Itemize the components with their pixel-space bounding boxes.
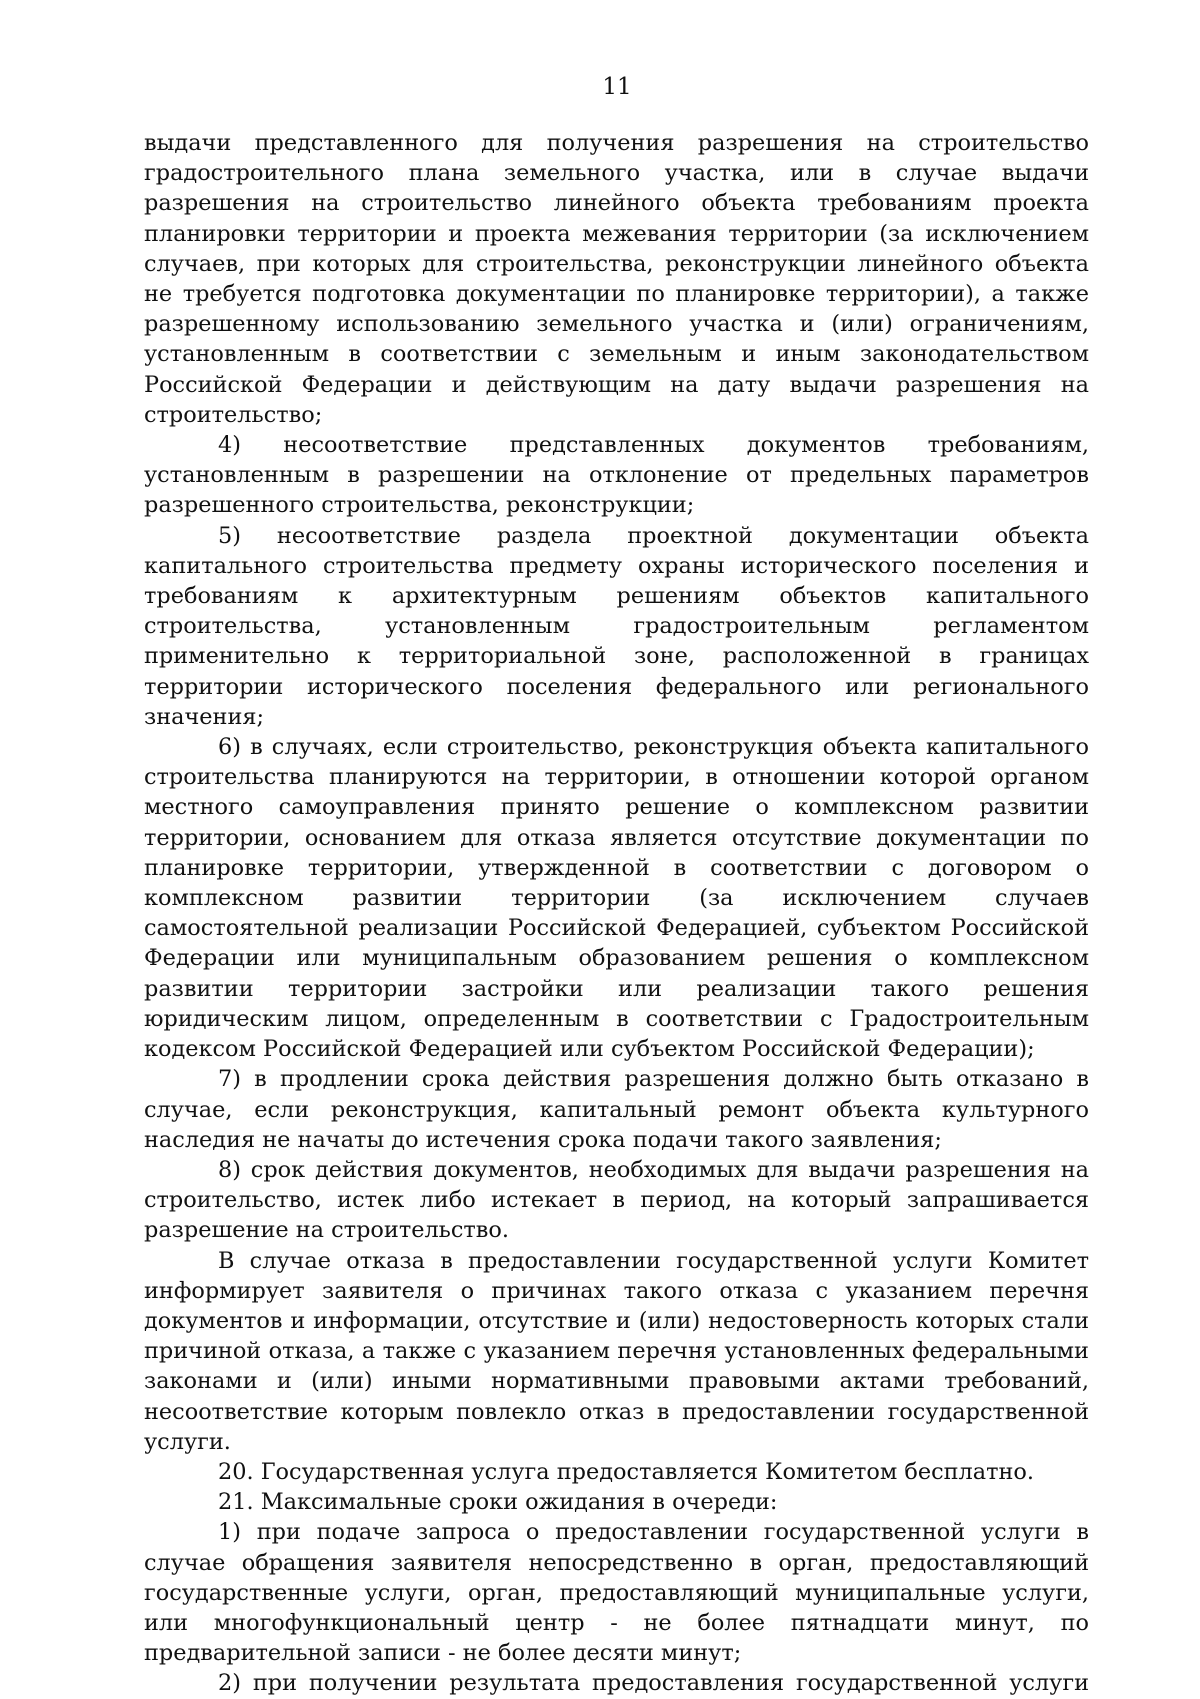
paragraph-section-20: 20. Государственная услуга предоставляется Комитетом бесплатно.	[218, 1458, 1035, 1485]
paragraph-section-21-item-2: 2) при получении результата предоставления государственной услуги	[218, 1670, 1089, 1697]
page-number: 11	[602, 74, 632, 100]
paragraph-item-6: 6) в случаях, если строительство, реконструкция объекта капитального строительства планируются на территории, в отношении которой органом местного самоуправления принято решение о комплексном развитии территории, основанием для отказа является отсутствие документации по планировке территории, утвержденной в соответствии с договором о комплексном развитии территории (за исключением случаев самостоятельной реализации Российской Федерацией, субъектом Российской Федерации или муниципальным образованием решения о комплексном развитии территории застройки или реализации такого решения юридическим лицом, определенным в соответствии с Градостроительным кодексом Российской Федерацией или субъектом Российской Федерации);	[144, 734, 1089, 1063]
paragraph-item-5: 5) несоответствие раздела проектной документации объекта капитального строительства предмету охраны исторического поселения и требованиям к архитектурным решениям объектов капитального строительства, установленным градостроительным регламентом применительно к территориальной зоне, расположенной в границах территории исторического поселения федерального или регионального значения;	[144, 522, 1089, 730]
document-body	[144, 128, 1089, 1699]
paragraph-item-7: 7) в продлении срока действия разрешения должно быть отказано в случае, если реконструкция, капитальный ремонт объекта культурного наследия не начаты до истечения срока подачи такого заявления;	[144, 1066, 1089, 1153]
paragraph-refusal-info: В случае отказа в предоставлении государственной услуги Комитет информирует заявителя о причинах такого отказа с указанием перечня документов и информации, отсутствие и (или) недостоверность которых стали причиной отказа, а также с указанием перечня установленных федеральными законами и (или) иными нормативными правовыми актами требований, несоответствие которым повлекло отказ в предоставлении государственной услуги.	[144, 1247, 1089, 1455]
paragraph-section-21-item-1: 1) при подаче запроса о предоставлении государственной услуги в случае обращения заявителя непосредственно в орган, предоставляющий государственные услуги, орган, предоставляющий муниципальные услуги, или многофункциональный центр - не более пятнадцати минут, по предварительной записи - не более десяти минут;	[144, 1519, 1089, 1667]
paragraph-continuation: выдачи представленного для получения разрешения на строительство градостроительного плана земельного участка, или в случае выдачи разрешения на строительство линейного объекта требованиям проекта планировки территории и проекта межевания территории (за исключением случаев, при которых для строительства, реконструкции линейного объекта не требуется подготовка документации по планировке территории), а также разрешенному использованию земельного участка и (или) ограничениям, установленным в соответствии с земельным и иным законодательством Российской Федерации и действующим на дату выдачи разрешения на строительство;	[144, 130, 1089, 428]
paragraph-section-21: 21. Максимальные сроки ожидания в очереди:	[218, 1489, 778, 1516]
paragraph-item-4: 4) несоответствие представленных документов требованиям, установленным в разрешении на отклонение от предельных параметров разрешенного строительства, реконструкции;	[144, 432, 1089, 519]
paragraph-item-8: 8) срок действия документов, необходимых для выдачи разрешения на строительство, истек либо истекает в период, на который запрашивается разрешение на строительство.	[144, 1156, 1089, 1244]
